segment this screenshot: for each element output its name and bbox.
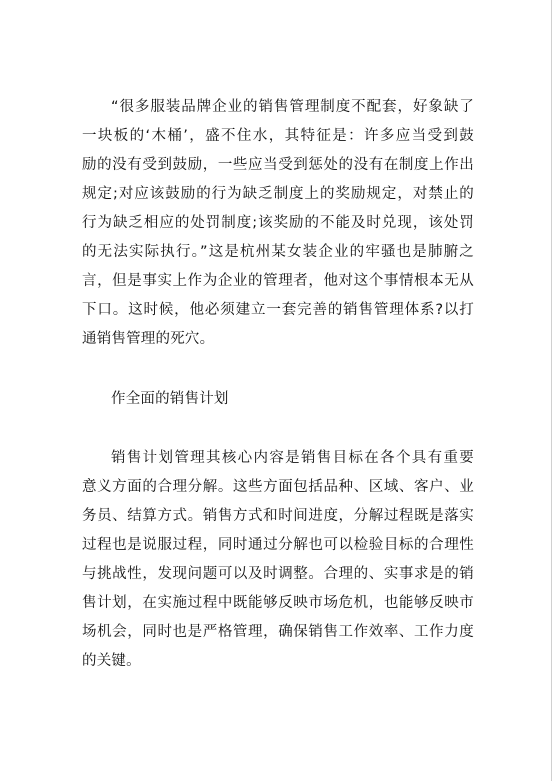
section-heading-text: 作全面的销售计划 [111, 391, 229, 407]
paragraph-line: 务员、结算方式。销售方式和时间进度，分解过程既是落实 [82, 508, 474, 524]
paragraph-line: 励的没有受到鼓励，一些应当受到惩处的没有在制度上作出 [82, 157, 474, 173]
paragraph-1 [82, 93, 474, 354]
paragraph-line: 的关键。 [82, 653, 141, 669]
paragraph-line: “很多服装品牌企业的销售管理制度不配套，好象缺了 [111, 99, 474, 115]
paragraph-line: 场机会，同时也是严格管理，确保销售工作效率、工作力度 [82, 624, 474, 640]
paragraph-line: 售计划，在实施过程中既能够反映市场危机，也能够反映市 [82, 595, 474, 611]
paragraph-line: 行为缺乏相应的处罚制度;该奖励的不能及时兑现，该处罚 [82, 215, 474, 231]
section-heading [82, 385, 474, 414]
paragraph-line: 的无法实际执行。”这是杭州某女装企业的牢骚也是肺腑之 [82, 244, 474, 260]
paragraph-line: 过程也是说服过程，同时通过分解也可以检验目标的合理性 [82, 537, 474, 553]
paragraph-line: 一块板的‘木桶’，盛不住水，其特征是：许多应当受到鼓 [82, 128, 474, 144]
paragraph-line: 言，但是事实上作为企业的管理者，他对这个事情根本无从 [82, 273, 474, 289]
paragraph-line: 规定;对应该鼓励的行为缺乏制度上的奖励规定，对禁止的 [82, 186, 474, 202]
paragraph-line: 与挑战性，发现问题可以及时调整。合理的、实事求是的销 [82, 566, 474, 582]
page-edge-divider [551, 0, 552, 781]
paragraph-line: 意义方面的合理分解。这些方面包括品种、区域、客户、业 [82, 479, 474, 495]
paragraph-line: 销售计划管理其核心内容是销售目标在各个具有重要 [111, 450, 474, 466]
paragraph-2 [82, 444, 474, 676]
paragraph-line: 下口。这时候，他必须建立一套完善的销售管理体系?以打 [82, 302, 474, 318]
paragraph-line: 通销售管理的死穴。 [82, 331, 215, 347]
